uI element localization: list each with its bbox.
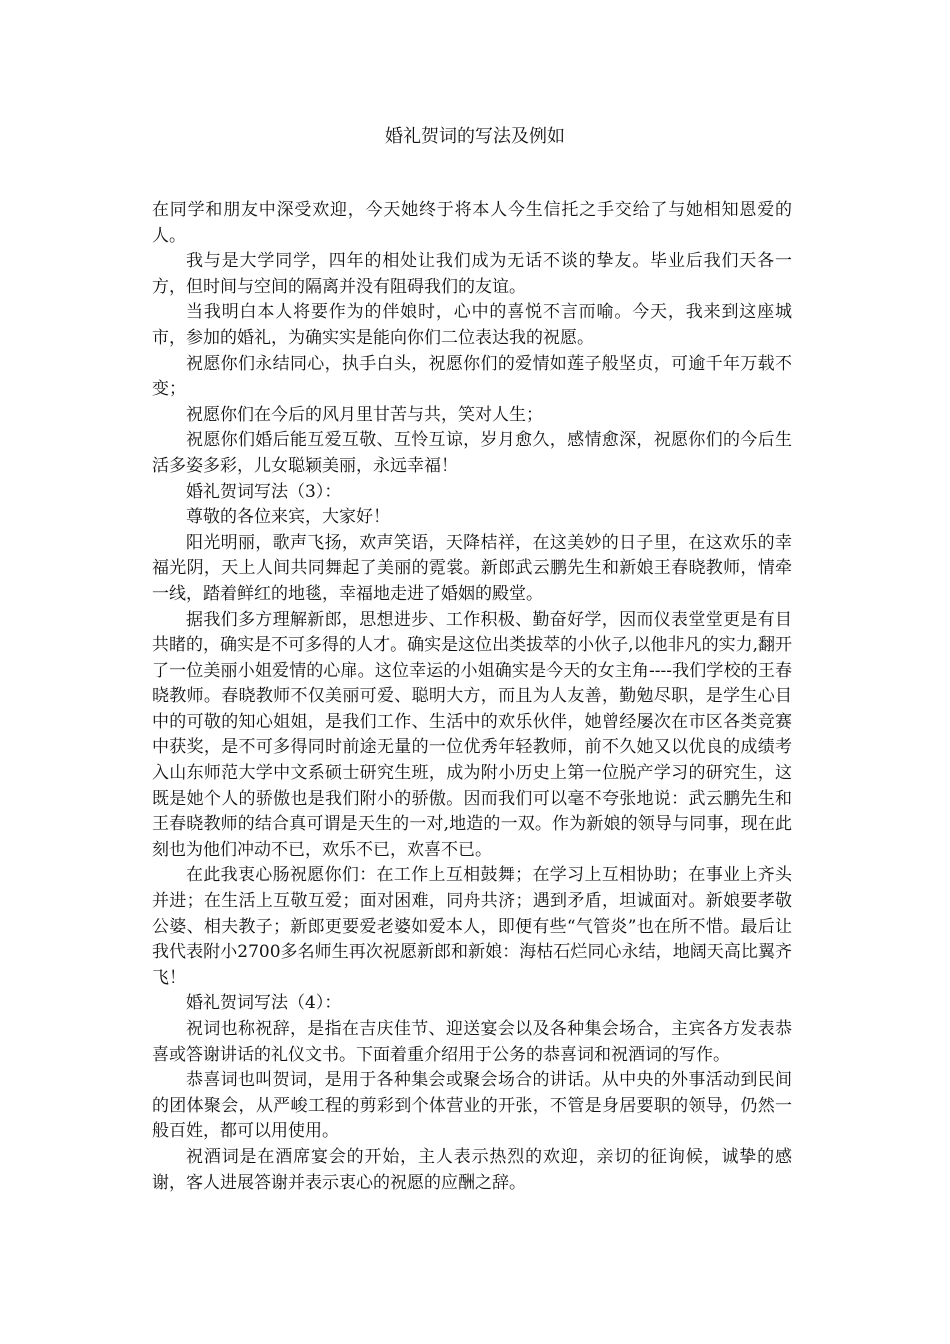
section-heading: 婚礼贺词写法（4）： bbox=[186, 993, 342, 1014]
paragraph: 我与是大学同学，四年的相处让我们成为无话不谈的挚友。毕业后我们天各一方，但时间与空间的隔离并没有阻碍我们的友谊。 bbox=[152, 251, 792, 297]
paragraph: 尊敬的各位来宾，大家好！ bbox=[186, 507, 390, 528]
paragraph: 祝酒词是在酒席宴会的开始，主人表示热烈的欢迎，亲切的征询候，诚挚的感谢，客人进展答谢并表示衷心的祝愿的应酬之辞。 bbox=[152, 1146, 792, 1193]
paragraph: 祝愿你们在今后的风月里甘苦与共，笑对人生； bbox=[186, 404, 543, 425]
paragraph: 在此我衷心肠祝愿你们：在工作上互相鼓舞；在学习上互相协助；在事业上齐头并进；在生活上互敬互爱；面对困难，同舟共济；遇到矛盾，坦诚面对。新娘要孝敬公婆、相夫教子；新郎更要爱老婆如爱本人，即便有些“气管炎”也在所不惜。最后让我代表附小2700多名师生再次祝愿新郎和新娘：海枯石烂同心永结，地阔天高比翼齐飞！ bbox=[152, 865, 792, 988]
document-body bbox=[152, 198, 792, 1196]
paragraph: 在同学和朋友中深受欢迎，今天她终于将本人今生信托之手交给了与她相知恩爱的人。 bbox=[152, 200, 792, 246]
paragraph: 据我们多方理解新郎，思想进步、工作积极、勤奋好学，因而仪表堂堂更是有目共睹的，确实是不可多得的人才。确实是这位出类拔萃的小伙子,以他非凡的实力,翻开了一位美丽小姐爱情的心扉。这位幸运的小姐确实是今天的女主角----我们学校的王春晓教师。春晓教师不仅美丽可爱、聪明大方，而且为人友善，勤勉尽职，是学生心目中的可敬的知心姐姐，是我们工作、生活中的欢乐伙伴，她曾经屡次在市区各类竞赛中获奖，是不可多得同时前途无量的一位优秀年轻教师，前不久她又以优良的成绩考入山东师范大学中文系硕士研究生班，成为附小历史上第一位脱产学习的研究生，这既是她个人的骄傲也是我们附小的骄傲。因而我们可以毫不夸张地说：武云鹏先生和王春晓教师的结合真可谓是天生的一对,地造的一双。作为新娘的领导与同事，现在此刻也为他们冲动不已，欢乐不已，欢喜不已。 bbox=[152, 609, 792, 860]
paragraph: 阳光明丽，歌声飞扬，欢声笑语，天降桔祥，在这美妙的日子里，在这欢乐的幸福光阴，天上人间共同舞起了美丽的霓裳。新郎武云鹏先生和新娘王春晓教师，情牵一线，踏着鲜红的地毯，幸福地走进了婚姻的殿堂。 bbox=[152, 532, 792, 604]
paragraph: 祝词也称祝辞，是指在吉庆佳节、迎送宴会以及各种集会场合，主宾各方发表恭喜或答谢讲话的礼仪文书。下面着重介绍用于公务的恭喜词和祝酒词的写作。 bbox=[152, 1019, 792, 1065]
paragraph: 当我明白本人将要作为的伴娘时，心中的喜悦不言而喻。今天，我来到这座城市，参加的婚礼，为确实实是能向你们二位表达我的祝愿。 bbox=[152, 302, 792, 348]
section-heading: 婚礼贺词写法（3）： bbox=[186, 481, 342, 502]
paragraph: 祝愿你们永结同心，执手白头，祝愿你们的爱情如莲子般坚贞，可逾千年万载不变； bbox=[152, 353, 792, 400]
paragraph: 恭喜词也叫贺词，是用于各种集会或聚会场合的讲话。从中央的外事活动到民间的团体聚会，从严峻工程的剪彩到个体营业的开张，不管是身居要职的领导，仍然一般百姓，都可以用使用。 bbox=[152, 1070, 792, 1142]
document-title: 婚礼贺词的写法及例如 bbox=[385, 126, 565, 147]
paragraph: 祝愿你们婚后能互爱互敬、互怜互谅，岁月愈久，感情愈深，祝愿你们的今后生活多姿多彩，儿女聪颖美丽，永远幸福！ bbox=[152, 430, 792, 476]
